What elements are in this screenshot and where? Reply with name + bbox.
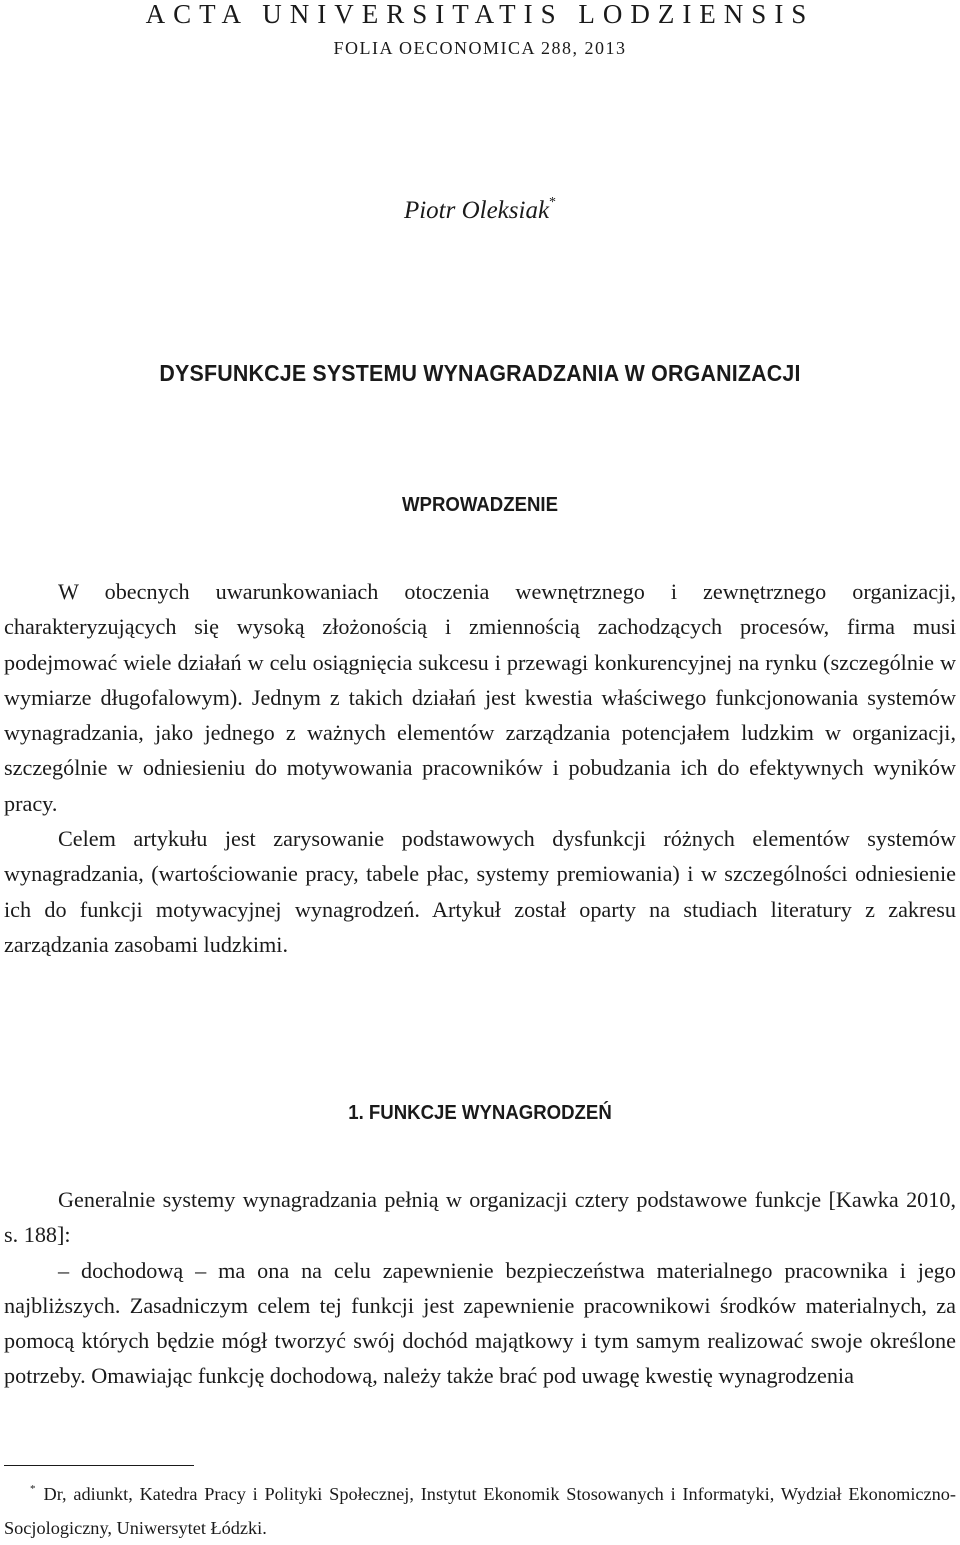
- paragraph: Generalnie systemy wynagradzania pełnią w organizacji cztery podstawowe funkcje [Kawka 2010, s. 188]:: [4, 1187, 956, 1248]
- footnote: [4, 1472, 956, 1545]
- list-item-paragraph: – dochodową – ma ona na celu zapewnienie bezpieczeństwa materialnego pracownika i jego najbliższych. Zasadniczym celem tej funkcji jest zapewnienie pracownikowi środków materialnych, za pomocą których będzie mógł tworzyć swój dochód majątkowy i tym samym realizować swoje określone potrzeby. Omawiając funkcję dochodową, należy także brać pod uwagę kwestię wynagrodzenia: [4, 1257, 956, 1389]
- journal-issue: FOLIA OECONOMICA 288, 2013: [333, 38, 627, 58]
- section-heading-introduction: WPROWADZENIE: [401, 494, 559, 516]
- footnote-mark: *: [30, 1483, 36, 1495]
- article-title: DYSFUNKCJE SYSTEMU WYNAGRADZANIA W ORGANIZACJI: [159, 360, 801, 386]
- section-heading-1: 1. FUNKCJE WYNAGRODZEŃ: [348, 1102, 612, 1124]
- paragraph: Celem artykułu jest zarysowanie podstawowych dysfunkcji różnych elementów systemów wynagradzania, (wartościowanie pracy, tabele płac, systemy premiowania) i w szczególności odniesienie ich do funkcji motywacyjnej wynagrodzeń. Artykuł został oparty na studiach literatury z zakresu zarządzania zasobami ludzkimi.: [4, 826, 956, 957]
- journal-name: ACTA UNIVERSITATIS LODZIENSIS: [145, 0, 815, 29]
- footnote-text: Dr, adiunkt, Katedra Pracy i Polityki Społecznej, Instytut Ekonomik Stosowanych i Informatyki, Wydział Ekonomiczno-Socjologiczny, Uniwersytet Łódzki.: [4, 1484, 956, 1538]
- author-name-text: Piotr Oleksiak: [403, 197, 550, 224]
- section-1-body: [4, 1182, 956, 1394]
- author-name: [0, 195, 960, 225]
- author-footnote-mark: *: [549, 195, 557, 210]
- footnote-paragraph: [4, 1472, 956, 1545]
- introduction-body: [4, 574, 956, 962]
- footnote-divider: [4, 1465, 194, 1466]
- paragraph: W obecnych uwarunkowaniach otoczenia wewnętrznego i zewnętrznego organizacji, charakteryzujących się wysoką złożonością i zmiennością zachodzących procesów, firma musi podejmować wiele działań w celu osiągnięcia sukcesu i przewagi konkurencyjnej na rynku (szczególnie w wymiarze długofalowym). Jednym z takich działań jest kwestia właściwego funkcjonowania systemów wynagradzania, jako jednego z ważnych elementów zarządzania potencjałem ludzkim w organizacji, szczególnie w odniesieniu do motywowania pracowników i pobudzania ich do efektywnych wyników pracy.: [4, 579, 956, 816]
